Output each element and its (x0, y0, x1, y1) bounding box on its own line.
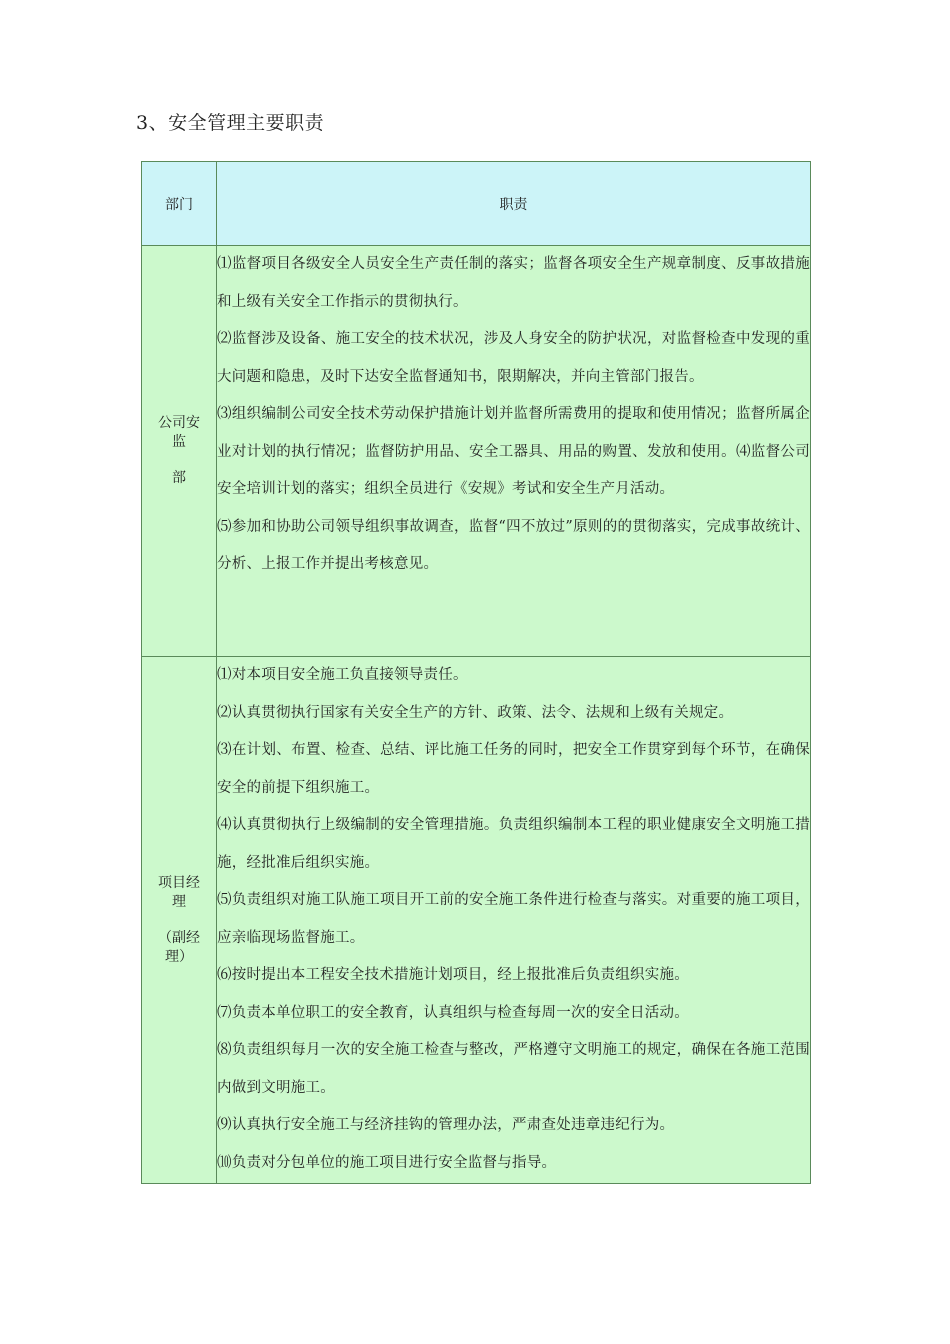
duty-item: ⑵监督涉及设备、施工安全的技术状况，涉及人身安全的防护状况，对监督检查中发现的重大问题和隐患，及时下达安全监督通知书，限期解决，并向主管部门报告。 (217, 331, 810, 385)
header-dept: 部门 (142, 162, 217, 246)
duty-item: ⑶在计划、布置、检查、总结、评比施工任务的同时，把安全工作贯穿到每个环节，在确保安全的前提下组织施工。 (217, 742, 810, 796)
duty-item: ⑼认真执行安全施工与经济挂钩的管理办法，严肃查处违章违纪行为。 (217, 1117, 675, 1133)
duty-item: ⑸参加和协助公司领导组织事故调查，监督“四不放过”原则的的贯彻落实，完成事故统计、分析、上报工作并提出考核意见。 (217, 518, 810, 572)
duty-cell (217, 246, 811, 657)
duty-item: ⑴监督项目各级安全人员安全生产责任制的落实；监督各项安全生产规章制度、反事故措施和上级有关安全工作指示的贯彻执行。 (217, 256, 810, 310)
duty-cell (217, 657, 811, 1184)
responsibility-table (141, 161, 811, 1184)
table-row (142, 657, 811, 1184)
dept-name-line: 理） (165, 948, 193, 965)
duty-item: ⑻负责组织每月一次的安全施工检查与整改，严格遵守文明施工的规定，确保在各施工范围内做到文明施工。 (217, 1042, 810, 1096)
duty-item: ⑶组织编制公司安全技术劳动保护措施计划并监督所需费用的提取和使用情况；监督所属企业对计划的执行情况；监督防护用品、安全工器具、用品的购置、发放和使用。⑷监督公司安全培训计划的落实；组织全员进行《安规》考试和安全生产月活动。 (217, 406, 810, 497)
dept-name-line: 项目经 (158, 874, 200, 891)
dept-name-line: 监 (172, 434, 186, 450)
duty-item: ⑽负责对分包单位的施工项目进行安全监督与指导。 (217, 1154, 557, 1171)
dept-name-line: 部 (172, 470, 186, 486)
duty-item: ⑵认真贯彻执行国家有关安全生产的方针、政策、法令、法规和上级有关规定。 (217, 704, 734, 721)
table-header-row (142, 162, 811, 246)
section-heading: 3、安全管理主要职责 (136, 112, 325, 134)
dept-cell (142, 657, 217, 1184)
table-row (142, 246, 811, 657)
duty-item: ⑹按时提出本工程安全技术措施计划项目，经上报批准后负责组织实施。 (217, 967, 689, 983)
dept-cell (142, 246, 217, 657)
header-duty: 职责 (217, 162, 811, 246)
dept-name-line: 公司安 (158, 415, 200, 431)
dept-name-line: 理 (172, 893, 186, 910)
duty-item: ⑺负责本单位职工的安全教育，认真组织与检查每周一次的安全日活动。 (217, 1004, 689, 1021)
duty-item: ⑸负责组织对施工队施工项目开工前的安全施工条件进行检查与落实。对重要的施工项目，应亲临现场监督施工。 (217, 892, 810, 946)
dept-name-line: （副经 (158, 929, 200, 946)
duty-item: ⑴对本项目安全施工负直接领导责任。 (217, 667, 468, 683)
duty-item: ⑷认真贯彻执行上级编制的安全管理措施。负责组织编制本工程的职业健康安全文明施工措施，经批准后组织实施。 (217, 817, 810, 871)
